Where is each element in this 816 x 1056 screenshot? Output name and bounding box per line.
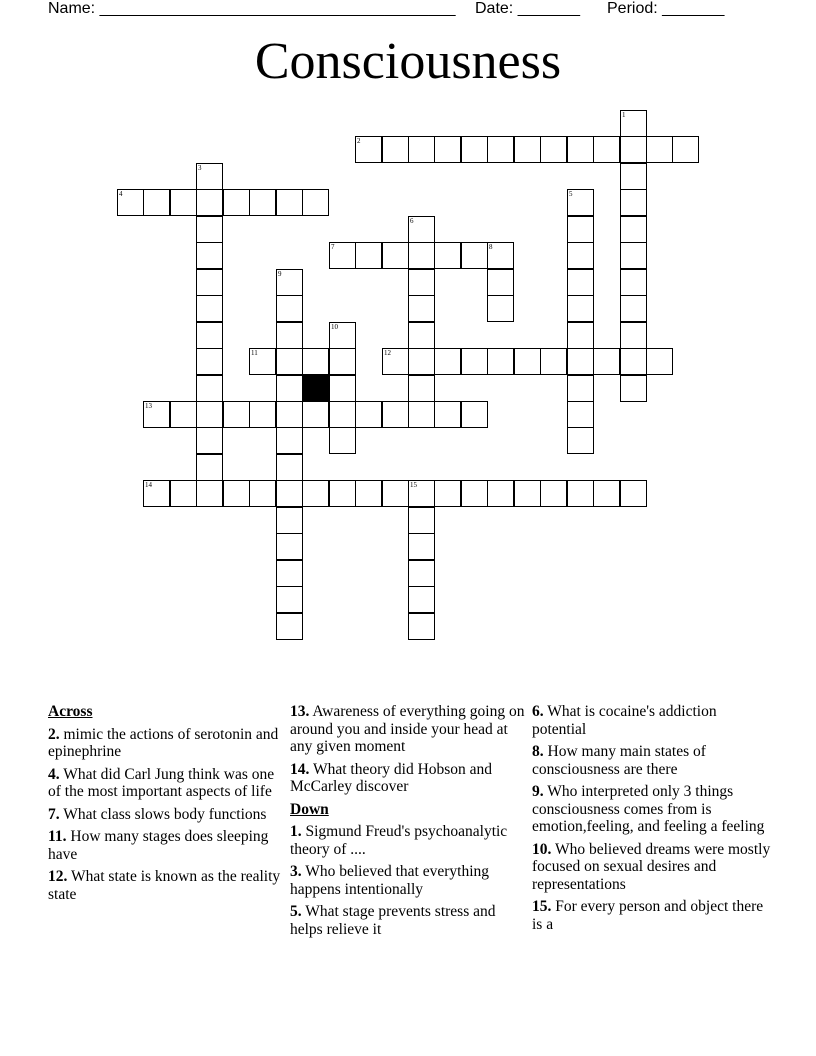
clue-across-7: 7. What class slows body functions [48,805,267,823]
crossword-cell[interactable] [382,401,409,428]
cell-number: 5 [569,190,573,198]
crossword-cell[interactable] [249,401,276,428]
crossword-cell[interactable] [487,348,514,375]
crossword-cell[interactable] [514,348,541,375]
crossword-cell[interactable] [434,242,461,269]
clue-across-12: 12. What state is known as the reality state [48,868,281,903]
crossword-cell[interactable] [276,401,303,428]
crossword-cell[interactable] [302,189,329,216]
crossword-cell[interactable] [408,216,435,243]
cell-number: 3 [198,164,202,172]
crossword-cell[interactable] [329,427,356,454]
crossword-cell[interactable] [487,136,514,163]
crossword-cell[interactable] [408,322,435,349]
crossword-cell[interactable] [196,242,223,269]
crossword-cell[interactable] [249,348,276,375]
crossword-cell[interactable] [620,480,647,507]
cell-number: 9 [278,270,282,278]
crossword-cell[interactable] [196,480,223,507]
crossword-cell[interactable] [567,295,594,322]
clues-column-3 [532,703,772,938]
clue-down-3: 3. Who believed that everything happens intentionally [290,863,490,898]
crossword-cell[interactable] [540,348,567,375]
crossword-cell[interactable] [461,480,488,507]
crossword-cell[interactable] [382,480,409,507]
crossword-cell[interactable] [276,533,303,560]
crossword-black-cell [302,375,329,402]
across-heading: Across [48,703,93,720]
clue-across-13: 13. Awareness of everything going on around you and inside your head at any given moment [290,703,525,755]
crossword-cell[interactable] [408,348,435,375]
clue-across-14: 14. What theory did Hobson and McCarley discover [290,760,493,795]
crossword-cell[interactable] [408,401,435,428]
crossword-cell[interactable] [276,269,303,296]
crossword-cell[interactable] [408,533,435,560]
cell-number: 14 [145,481,152,489]
crossword-cell[interactable] [567,269,594,296]
crossword-cell[interactable] [408,560,435,587]
crossword-cell[interactable] [223,401,250,428]
crossword-cell[interactable] [276,322,303,349]
crossword-cell[interactable] [620,216,647,243]
crossword-cell[interactable] [196,427,223,454]
crossword-cell[interactable] [487,242,514,269]
crossword-cell[interactable] [646,136,673,163]
crossword-cell[interactable] [620,242,647,269]
crossword-cell[interactable] [620,375,647,402]
crossword-cell[interactable] [276,348,303,375]
clue-down-8: 8. How many main states of consciousness are there [532,743,706,778]
cell-number: 11 [251,349,258,357]
crossword-cell[interactable] [276,454,303,481]
crossword-cell[interactable] [434,136,461,163]
crossword-cell[interactable] [196,295,223,322]
crossword-cell[interactable] [143,401,170,428]
clue-down-6: 6. What is cocaine's addiction potential [532,703,717,738]
crossword-cell[interactable] [329,480,356,507]
crossword-cell[interactable] [355,242,382,269]
cell-number: 2 [357,137,361,145]
date-field[interactable]: Date: _______ [475,0,580,17]
crossword-cell[interactable] [382,136,409,163]
crossword-cell[interactable] [196,269,223,296]
crossword-cell[interactable] [196,348,223,375]
clues-column-1 [48,703,288,908]
crossword-cell[interactable] [276,507,303,534]
crossword-cell[interactable] [567,375,594,402]
crossword-cell[interactable] [434,401,461,428]
clue-down-5: 5. What stage prevents stress and helps relieve it [290,903,496,938]
crossword-cell[interactable] [593,136,620,163]
crossword-cell[interactable] [408,242,435,269]
crossword-cell[interactable] [540,480,567,507]
crossword-cell[interactable] [329,375,356,402]
crossword-cell[interactable] [461,136,488,163]
crossword-cell[interactable] [567,242,594,269]
cell-number: 15 [410,481,417,489]
crossword-cell[interactable] [567,136,594,163]
crossword-cell[interactable] [408,375,435,402]
crossword-cell[interactable] [170,480,197,507]
crossword-cell[interactable] [355,136,382,163]
crossword-cell[interactable] [329,322,356,349]
crossword-cell[interactable] [672,136,699,163]
name-field[interactable]: Name: ________________________________________ [48,0,456,17]
crossword-cell[interactable] [408,507,435,534]
crossword-cell[interactable] [196,401,223,428]
crossword-cell[interactable] [620,269,647,296]
crossword-cell[interactable] [276,613,303,640]
crossword-cell[interactable] [620,136,647,163]
cell-number: 4 [119,190,123,198]
crossword-cell[interactable] [434,348,461,375]
page-title: Consciousness [254,33,562,90]
crossword-cell[interactable] [223,189,250,216]
crossword-cell[interactable] [276,586,303,613]
crossword-cell[interactable] [487,295,514,322]
cell-number: 10 [331,323,338,331]
clue-down-10: 10. Who believed dreams were mostly focused on sexual desires and representations [532,840,771,893]
cell-number: 13 [145,402,152,410]
crossword-cell[interactable] [567,401,594,428]
crossword-cell[interactable] [249,189,276,216]
crossword-cell[interactable] [567,480,594,507]
crossword-cell[interactable] [408,480,435,507]
clues-column-2 [290,703,530,943]
crossword-cell[interactable] [196,454,223,481]
crossword-cell[interactable] [540,136,567,163]
clue-down-1: 1. Sigmund Freud's psychoanalytic theory of .... [290,823,508,858]
crossword-cell[interactable] [567,348,594,375]
crossword-cell[interactable] [276,375,303,402]
crossword-cell[interactable] [329,401,356,428]
crossword-cell[interactable] [408,269,435,296]
crossword-cell[interactable] [567,189,594,216]
clue-across-11: 11. How many stages does sleeping have [48,828,269,863]
crossword-cell[interactable] [461,242,488,269]
crossword-cell[interactable] [620,322,647,349]
cell-number: 1 [622,111,626,119]
crossword-cell[interactable] [567,216,594,243]
crossword-cell[interactable] [487,480,514,507]
crossword-cell[interactable] [620,110,647,137]
crossword-cell[interactable] [223,480,250,507]
crossword-cell[interactable] [646,348,673,375]
crossword-cell[interactable] [434,480,461,507]
crossword-cell[interactable] [382,242,409,269]
crossword-cell[interactable] [461,401,488,428]
crossword-cell[interactable] [196,375,223,402]
crossword-cell[interactable] [408,136,435,163]
clue-across-2: 2. mimic the actions of serotonin and epinephrine [48,725,279,760]
crossword-cell[interactable] [514,480,541,507]
crossword-cell[interactable] [117,189,144,216]
period-field[interactable]: Period: _______ [607,0,725,17]
crossword-cell[interactable] [329,242,356,269]
down-heading: Down [290,800,329,818]
crossword-cell[interactable] [302,480,329,507]
crossword-cell[interactable] [170,189,197,216]
crossword-cell[interactable] [302,348,329,375]
crossword-cell[interactable] [461,348,488,375]
crossword-cell[interactable] [276,295,303,322]
cell-number: 12 [384,349,391,357]
clue-down-15: 15. For every person and object there is a [532,898,764,933]
crossword-cell[interactable] [196,189,223,216]
crossword-cell[interactable] [567,322,594,349]
crossword-cell[interactable] [276,189,303,216]
crossword-cell[interactable] [620,189,647,216]
crossword-cell[interactable] [276,427,303,454]
crossword-cell[interactable] [514,136,541,163]
crossword-cell[interactable] [408,586,435,613]
crossword-cell[interactable] [329,348,356,375]
crossword-cell[interactable] [196,216,223,243]
crossword-cell[interactable] [620,348,647,375]
crossword-cell[interactable] [355,401,382,428]
crossword-cell[interactable] [143,189,170,216]
cell-number: 7 [331,243,335,251]
crossword-cell[interactable] [382,348,409,375]
crossword-cell[interactable] [302,401,329,428]
crossword-cell[interactable] [196,322,223,349]
cell-number: 8 [489,243,493,251]
crossword-cell[interactable] [276,480,303,507]
crossword-cell[interactable] [249,480,276,507]
crossword-cell[interactable] [276,560,303,587]
crossword-cell[interactable] [567,427,594,454]
crossword-cell[interactable] [143,480,170,507]
crossword-cell[interactable] [408,613,435,640]
crossword-cell[interactable] [593,480,620,507]
crossword-cell[interactable] [487,269,514,296]
cell-number: 6 [410,217,414,225]
clue-across-4: 4. What did Carl Jung think was one of the most important aspects of life [48,765,275,800]
crossword-cell[interactable] [355,480,382,507]
crossword-cell[interactable] [620,295,647,322]
crossword-cell[interactable] [170,401,197,428]
clue-down-9: 9. Who interpreted only 3 things consciousness comes from is emotion,feeling, and feeling a feeling [532,783,765,835]
crossword-cell[interactable] [408,295,435,322]
crossword-cell[interactable] [593,348,620,375]
crossword-cell[interactable] [620,163,647,190]
crossword-cell[interactable] [196,163,223,190]
